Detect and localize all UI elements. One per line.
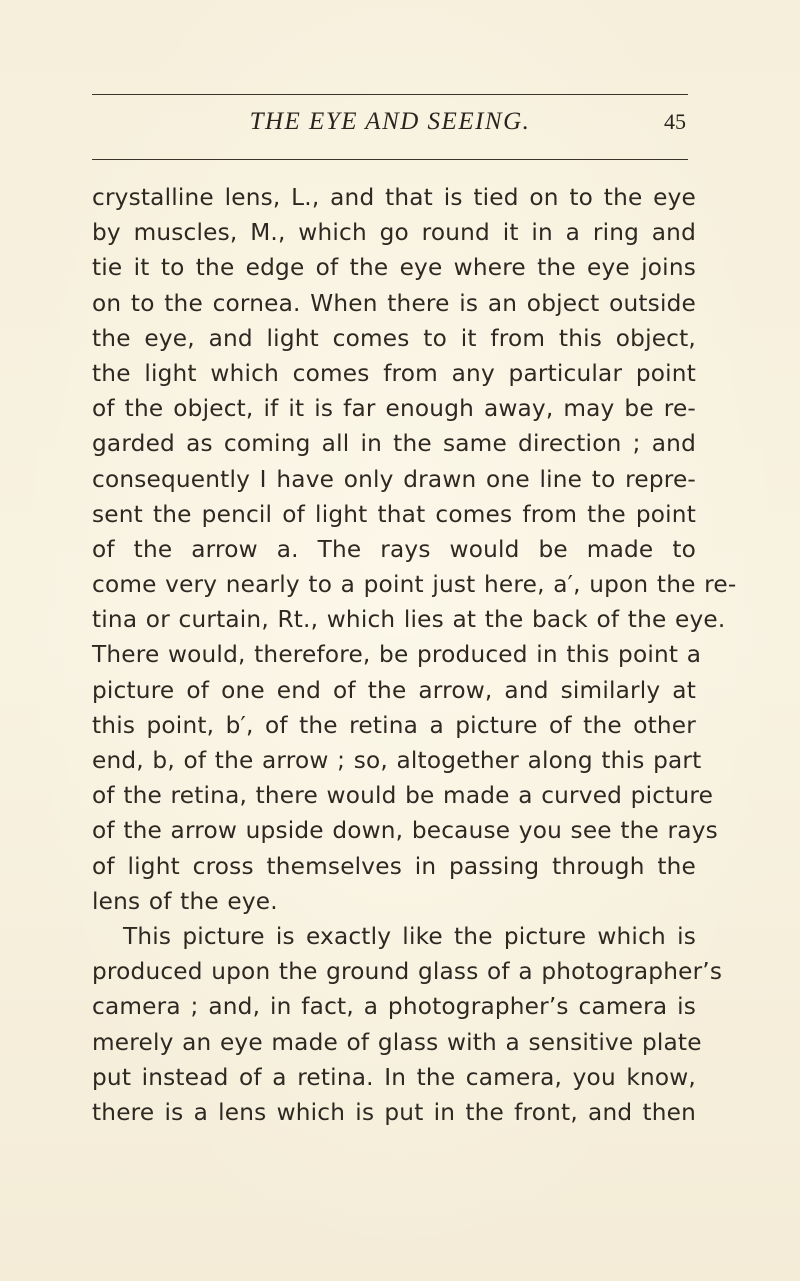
text-line: of the arrow a. The rays would be made to — [92, 535, 696, 563]
text-line: there is a lens which is put in the front, and then — [92, 1098, 696, 1126]
text-line: of the arrow upside down, because you see the rays — [92, 817, 718, 845]
text-line: This picture is exactly like the picture which is — [123, 922, 696, 950]
text-line: tina or curtain, Rt., which lies at the back of the eye. — [92, 606, 726, 634]
page-number: 45 — [664, 109, 686, 134]
text-line: sent the pencil of light that comes from the point — [92, 500, 696, 528]
text-line: by muscles, M., which go round it in a ring and — [92, 219, 696, 247]
header-rule-top — [92, 94, 688, 95]
text-line: end, b, of the arrow ; so, altogether along this part — [92, 747, 702, 774]
header-rule-bottom — [92, 159, 688, 160]
text-line: crystalline lens, L., and that is tied on to the eye — [92, 184, 696, 211]
text-line: produced upon the ground glass of a photographer’s — [92, 958, 723, 986]
text-line: this point, b′, of the retina a picture of the other — [92, 711, 696, 739]
text-line: of the retina, there would be made a curved picture — [92, 782, 714, 810]
running-head — [92, 104, 688, 144]
text-line: lens of the eye. — [92, 887, 278, 915]
running-title: THE EYE AND SEEING. — [249, 108, 531, 135]
text-line: merely an eye made of glass with a sensitive plate — [92, 1028, 702, 1056]
text-line: the light which comes from any particular point — [92, 359, 696, 387]
text-line: camera ; and, in fact, a photographer’s camera is — [92, 993, 696, 1021]
text-line: on to the cornea. When there is an object outside — [92, 289, 696, 317]
text-line: come very nearly to a point just here, a′, upon the re- — [92, 571, 737, 599]
text-line: the eye, and light comes to it from this object, — [92, 324, 696, 352]
text-line: tie it to the edge of the eye where the eye joins — [92, 254, 696, 282]
text-line: consequently I have only drawn one line to repre- — [92, 465, 696, 493]
text-line: put instead of a retina. In the camera, you know, — [92, 1063, 696, 1091]
text-line: There would, therefore, be produced in this point a — [92, 641, 702, 669]
body-text — [92, 180, 737, 1130]
text-line: garded as coming all in the same direction ; and — [92, 430, 696, 458]
text-line: of light cross themselves in passing through the — [92, 852, 696, 880]
text-line: picture of one end of the arrow, and similarly at — [92, 676, 696, 704]
text-line: of the object, if it is far enough away, may be re- — [92, 395, 696, 423]
